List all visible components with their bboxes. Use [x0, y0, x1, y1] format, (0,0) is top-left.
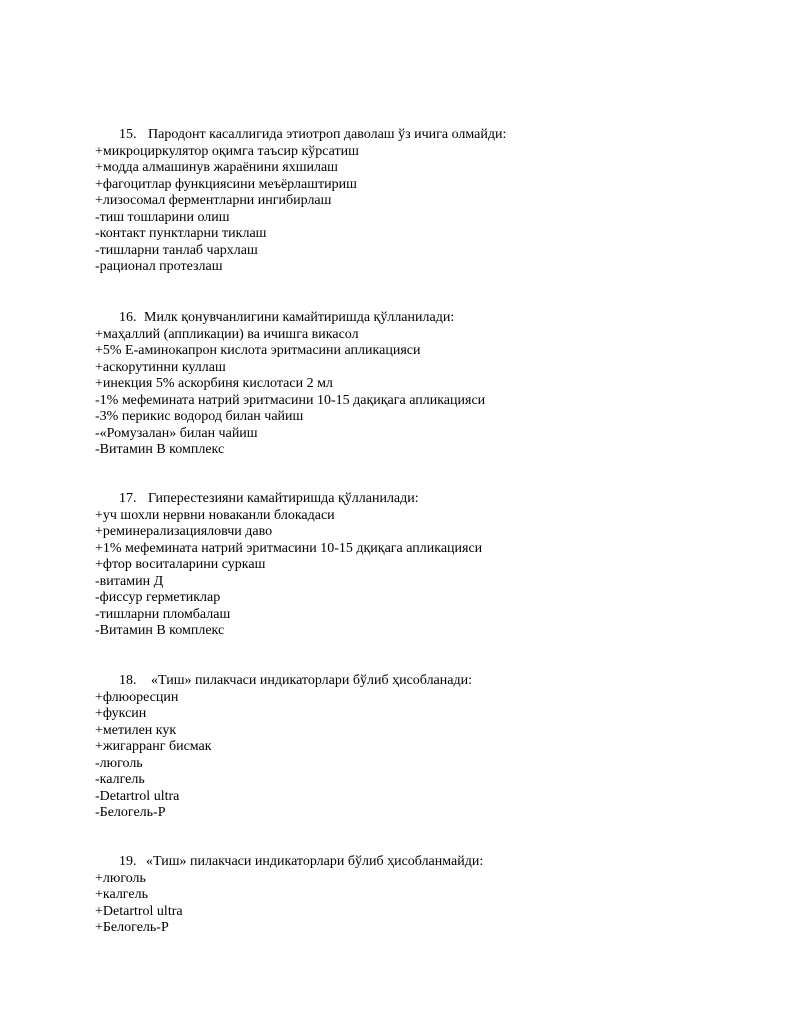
question-text: «Тиш» пилакчаси индикаторлари бўлиб ҳисобланмайди: — [146, 854, 484, 869]
answer-option: +лизосомал ферментларни ингибирлаш — [95, 193, 332, 208]
answer-option: +метилен кук — [95, 722, 177, 738]
answer-option: +жигарранг бисмак — [95, 739, 212, 754]
answer-option: -тишларни пломбалаш — [95, 606, 231, 622]
answer-option: +люголь — [95, 870, 146, 886]
answer-option: +Белогель-Р — [95, 920, 169, 935]
answer-option: +маҳаллий (аппликации) ва ичишга викасол — [95, 326, 359, 342]
question-title — [95, 854, 775, 871]
question-title — [95, 491, 775, 508]
question-number: 19. — [119, 854, 137, 869]
answer-option: -рационал протезлаш — [95, 259, 223, 274]
answer-option: +фтор воситаларини суркаш — [95, 557, 266, 572]
question-17 — [95, 491, 775, 640]
answer-option: -витамин Д — [95, 573, 164, 589]
answer-option: +аскорутинни куллаш — [95, 359, 226, 375]
answer-option: +реминерализацияловчи даво — [95, 524, 273, 539]
question-text: Гиперестезияни камайтиришда қўлланилади: — [148, 491, 419, 506]
question-19 — [95, 854, 775, 937]
answer-option: -3% перикис водород билан чайиш — [95, 409, 304, 424]
answer-option: -«Ромузалан» билан чайиш — [95, 425, 258, 441]
question-title — [95, 310, 775, 327]
question-number: 15. — [119, 127, 137, 142]
answer-option: -фиссур герметиклар — [95, 590, 221, 605]
question-18 — [95, 673, 775, 822]
answer-option: +фуксин — [95, 706, 147, 721]
answer-option: +Detartrol ultra — [95, 903, 183, 919]
answer-option: +калгель — [95, 887, 148, 902]
answer-option: -Витамин В комплекс — [95, 442, 225, 457]
answer-option: -1% мефемината натрий эритмасини 10-15 дақиқага апликацияси — [95, 392, 486, 408]
answer-option: +микроциркулятор оқимга таъсир кўрсатиш — [95, 143, 359, 159]
question-number: 17. — [119, 491, 137, 506]
question-number: 18. — [119, 673, 137, 688]
answer-option: -Detartrol ultra — [95, 788, 180, 804]
question-number: 16. — [119, 310, 137, 325]
answer-option: -калгель — [95, 772, 145, 787]
question-text: Пародонт касаллигида этиотроп даволаш ўз ичига олмайди: — [148, 127, 507, 142]
answer-option: +инекция 5% аскорбиня кислотаси 2 мл — [95, 376, 333, 391]
answer-option: -Витамин В комплекс — [95, 623, 225, 638]
answer-option: +фагоцитлар функциясини меъёрлаштириш — [95, 176, 357, 192]
question-text: Милк қонувчанлигини камайтиришда қўлланилади: — [144, 310, 455, 325]
answer-option: -тиш тошларини олиш — [95, 209, 230, 225]
answer-option: -контакт пунктларни тиклаш — [95, 226, 267, 241]
answer-option: +флюоресцин — [95, 689, 179, 705]
answer-option: -Белогель-Р — [95, 805, 166, 820]
question-16 — [95, 310, 775, 459]
answer-option: -тишларни танлаб чархлаш — [95, 242, 258, 258]
question-text: «Тиш» пилакчаси индикаторлари бўлиб ҳисобланади: — [151, 673, 472, 688]
answer-option: +модда алмашинув жараёнини яхшилаш — [95, 160, 338, 175]
answer-option: +1% мефемината натрий эритмасини 10-15 дқиқага апликацияси — [95, 540, 483, 556]
answer-option: -люголь — [95, 755, 143, 771]
question-title — [95, 127, 775, 144]
answer-option: +уч шохли нервни новаканли блокадаси — [95, 507, 335, 523]
question-title — [95, 673, 775, 690]
answer-option: +5% Е-аминокапрон кислота эритмасини апликацияси — [95, 343, 421, 358]
question-15 — [95, 127, 775, 276]
